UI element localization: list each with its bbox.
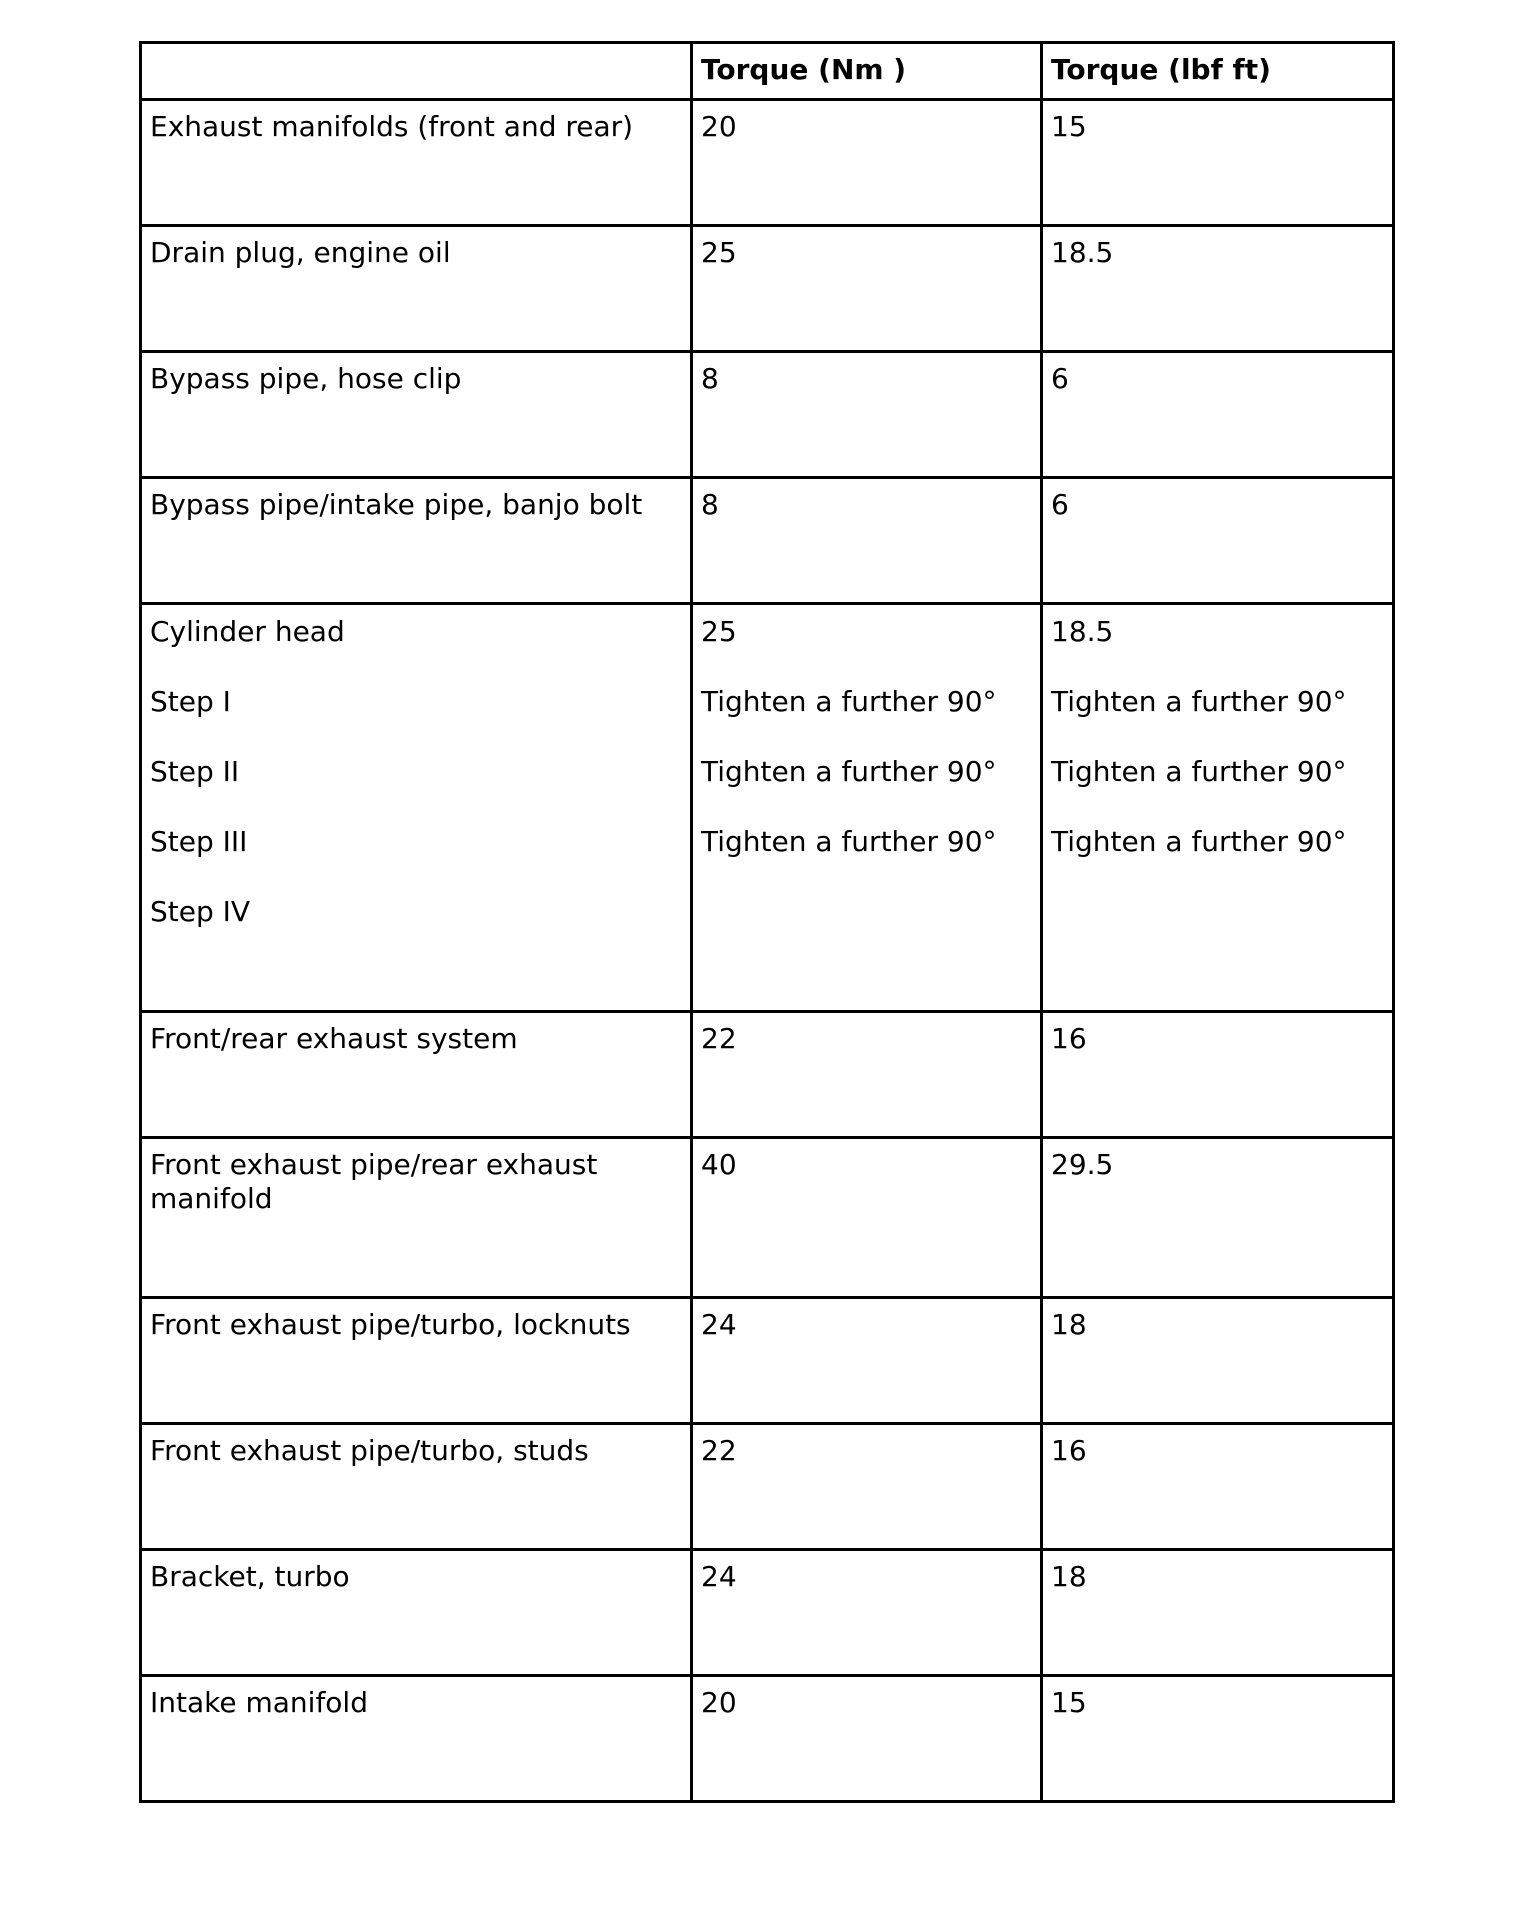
header-cell-torque-lbf: Torque (lbf ft) <box>1042 43 1394 100</box>
table-row <box>141 1676 1394 1802</box>
torque-lbf-line: Tighten a further 90° <box>1051 685 1347 718</box>
component-cell: Front exhaust pipe/turbo, studs <box>141 1424 692 1550</box>
component-line: Step III <box>150 825 248 858</box>
component-line: Cylinder head <box>150 615 345 648</box>
table-row-cylinder-head <box>141 604 1394 1012</box>
component-line: Step II <box>150 755 240 788</box>
table-row <box>141 1298 1394 1424</box>
table-row <box>141 1138 1394 1298</box>
torque-nm-cell: 22 <box>692 1012 1042 1138</box>
component-cell: Bypass pipe/intake pipe, banjo bolt <box>141 478 692 604</box>
torque-lbf-cell: 15 <box>1042 100 1394 226</box>
header-cell-torque-nm: Torque (Nm ) <box>692 43 1042 100</box>
table-row <box>141 478 1394 604</box>
torque-lbf-cell: 6 <box>1042 352 1394 478</box>
torque-lbf-cell: 18.5 <box>1042 226 1394 352</box>
component-cell: Drain plug, engine oil <box>141 226 692 352</box>
component-cell: Front/rear exhaust system <box>141 1012 692 1138</box>
torque-lbf-cell: 29.5 <box>1042 1138 1394 1298</box>
torque-lbf-line: 18.5 <box>1051 615 1114 648</box>
torque-nm-cell: 24 <box>692 1550 1042 1676</box>
torque-nm-line: Tighten a further 90° <box>701 685 997 718</box>
table-row <box>141 352 1394 478</box>
torque-lbf-cell: 6 <box>1042 478 1394 604</box>
torque-nm-cell: 24 <box>692 1298 1042 1424</box>
torque-lbf-line: Tighten a further 90° <box>1051 825 1347 858</box>
table-row <box>141 226 1394 352</box>
torque-nm-cell: 20 <box>692 100 1042 226</box>
torque-nm-cell <box>692 604 1042 1012</box>
component-cell: Front exhaust pipe/rear exhaust manifold <box>141 1138 692 1298</box>
torque-lbf-cell: 16 <box>1042 1424 1394 1550</box>
torque-lbf-line: Tighten a further 90° <box>1051 755 1347 788</box>
torque-table <box>139 41 1395 1803</box>
torque-nm-line: 25 <box>701 615 737 648</box>
component-cell: Exhaust manifolds (front and rear) <box>141 100 692 226</box>
torque-lbf-cell: 18 <box>1042 1298 1394 1424</box>
torque-nm-cell: 22 <box>692 1424 1042 1550</box>
table-row <box>141 1012 1394 1138</box>
table-row <box>141 1424 1394 1550</box>
torque-nm-line: Tighten a further 90° <box>701 825 997 858</box>
component-cell: Front exhaust pipe/turbo, locknuts <box>141 1298 692 1424</box>
torque-lbf-cell: 16 <box>1042 1012 1394 1138</box>
torque-nm-cell: 8 <box>692 478 1042 604</box>
torque-nm-line: Tighten a further 90° <box>701 755 997 788</box>
table-header-row <box>141 43 1394 100</box>
component-cell: Bypass pipe, hose clip <box>141 352 692 478</box>
torque-nm-cell: 20 <box>692 1676 1042 1802</box>
component-cell: Bracket, turbo <box>141 1550 692 1676</box>
torque-nm-cell: 8 <box>692 352 1042 478</box>
header-cell-component <box>141 43 692 100</box>
component-line: Step I <box>150 685 231 718</box>
component-cell: Intake manifold <box>141 1676 692 1802</box>
torque-lbf-cell: 15 <box>1042 1676 1394 1802</box>
torque-nm-cell: 40 <box>692 1138 1042 1298</box>
torque-nm-cell: 25 <box>692 226 1042 352</box>
component-cell <box>141 604 692 1012</box>
table-row <box>141 1550 1394 1676</box>
torque-lbf-cell <box>1042 604 1394 1012</box>
torque-lbf-cell: 18 <box>1042 1550 1394 1676</box>
component-line: Step IV <box>150 895 251 928</box>
table-row <box>141 100 1394 226</box>
